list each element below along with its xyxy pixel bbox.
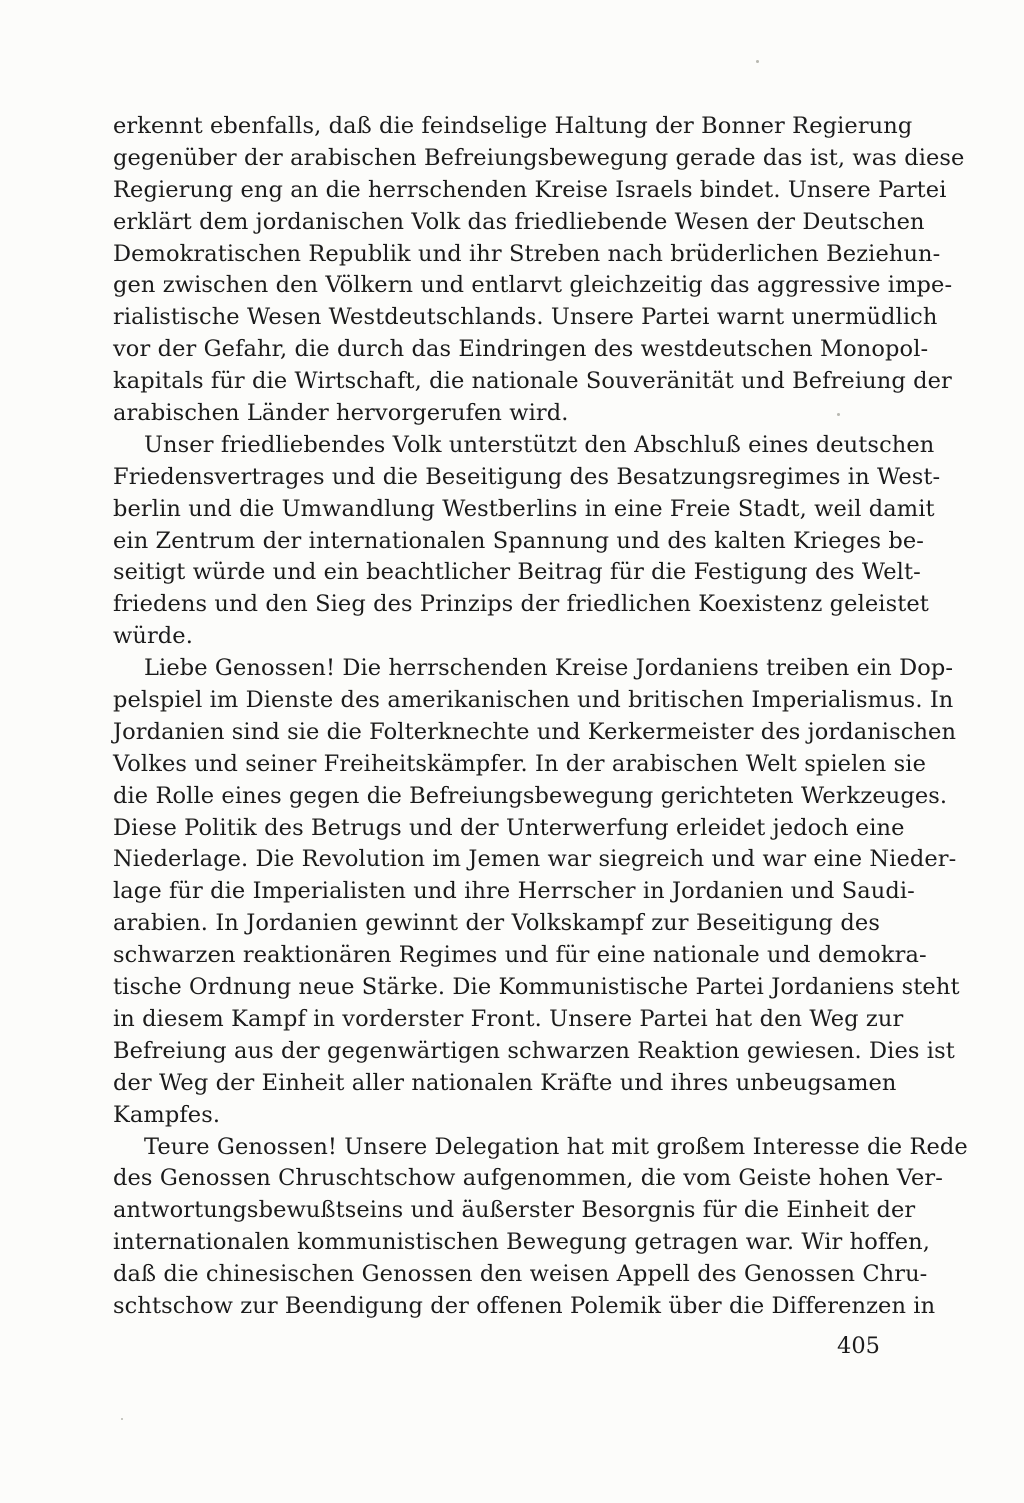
text-line: antwortungsbewußtseins und äußerster Besorgnis für die Einheit der xyxy=(113,1197,916,1224)
text-line: Niederlage. Die Revolution im Jemen war siegreich und war eine Nieder- xyxy=(113,846,957,873)
text-line: lage für die Imperialisten und ihre Herrscher in Jordanien und Saudi- xyxy=(113,878,915,905)
text-line: Jordanien sind sie die Folterknechte und Kerkermeister des jordanischen xyxy=(113,718,957,745)
text-line: friedens und den Sieg des Prinzips der friedlichen Koexistenz geleistet xyxy=(113,591,929,618)
text-line: Liebe Genossen! Die herrschenden Kreise Jordaniens treiben ein Dop- xyxy=(144,655,954,682)
text-line: arabischen Länder hervorgerufen wird. xyxy=(113,400,569,427)
text-line: Teure Genossen! Unsere Delegation hat mit großem Interesse die Rede xyxy=(144,1133,968,1160)
text-line: erkennt ebenfalls, daß die feindselige Haltung der Bonner Regierung xyxy=(113,113,913,139)
text-line: Demokratischen Republik und ihr Streben nach brüderlichen Beziehun- xyxy=(113,240,941,267)
text-line: Diese Politik des Betrugs und der Unterwerfung erleidet jedoch eine xyxy=(113,814,905,841)
text-line: tische Ordnung neue Stärke. Die Kommunistische Partei Jordaniens steht xyxy=(113,974,960,1001)
page-number: 405 xyxy=(837,1333,880,1359)
text-line: internationalen kommunistischen Bewegung getragen war. Wir hoffen, xyxy=(113,1229,930,1256)
text-line: schtschow zur Beendigung der offenen Polemik über die Differenzen in xyxy=(113,1292,936,1319)
paper-speck xyxy=(121,1418,123,1420)
text-line: kapitals für die Wirtschaft, die nationale Souveränität und Befreiung der xyxy=(113,368,952,395)
text-line: ein Zentrum der internationalen Spannung und des kalten Krieges be- xyxy=(113,527,925,554)
text-line: schwarzen reaktionären Regimes und für eine nationale und demokra- xyxy=(113,942,927,969)
text-line: pelspiel im Dienste des amerikanischen und britischen Imperialismus. In xyxy=(113,687,954,714)
text-line: gen zwischen den Völkern und entlarvt gleichzeitig das aggressive impe- xyxy=(113,272,953,299)
text-line: gegenüber der arabischen Befreiungsbewegung gerade das ist, was diese xyxy=(113,144,965,171)
text-line: Volkes und seiner Freiheitskämpfer. In der arabischen Welt spielen sie xyxy=(113,750,926,777)
text-line: Unser friedliebendes Volk unterstützt den Abschluß eines deutschen xyxy=(144,431,935,458)
text-line: Kampfes. xyxy=(113,1101,221,1128)
text-line: vor der Gefahr, die durch das Eindringen des westdeutschen Monopol- xyxy=(113,336,929,363)
text-line: in diesem Kampf in vorderster Front. Unsere Partei hat den Weg zur xyxy=(113,1005,904,1032)
text-line: rialistische Wesen Westdeutschlands. Unsere Partei warnt unermüdlich xyxy=(113,304,938,331)
text-line: Friedensvertrages und die Beseitigung des Besatzungsregimes in West- xyxy=(113,463,941,490)
text-line: daß die chinesischen Genossen den weisen Appell des Genossen Chru- xyxy=(113,1261,928,1288)
paper-speck xyxy=(756,60,759,63)
text-line: erklärt dem jordanischen Volk das friedliebende Wesen der Deutschen xyxy=(113,208,925,235)
text-line: die Rolle eines gegen die Befreiungsbewegung gerichteten Werkzeuges. xyxy=(113,782,948,809)
paper-speck xyxy=(837,413,840,416)
text-line: Regierung eng an die herrschenden Kreise Israels bindet. Unsere Partei xyxy=(113,176,947,203)
text-line: arabien. In Jordanien gewinnt der Volkskampf zur Beseitigung des xyxy=(113,910,880,937)
text-line: Befreiung aus der gegenwärtigen schwarzen Reaktion gewiesen. Dies ist xyxy=(113,1037,955,1064)
text-line: berlin und die Umwandlung Westberlins in eine Freie Stadt, weil damit xyxy=(113,495,935,522)
body-text xyxy=(113,111,968,1323)
text-line: seitigt würde und ein beachtlicher Beitrag für die Festigung des Welt- xyxy=(113,559,921,586)
text-line: würde. xyxy=(113,623,193,650)
text-line: der Weg der Einheit aller nationalen Kräfte und ihres unbeugsamen xyxy=(113,1069,897,1096)
text-line: des Genossen Chruschtschow aufgenommen, die vom Geiste hohen Ver- xyxy=(113,1165,943,1192)
